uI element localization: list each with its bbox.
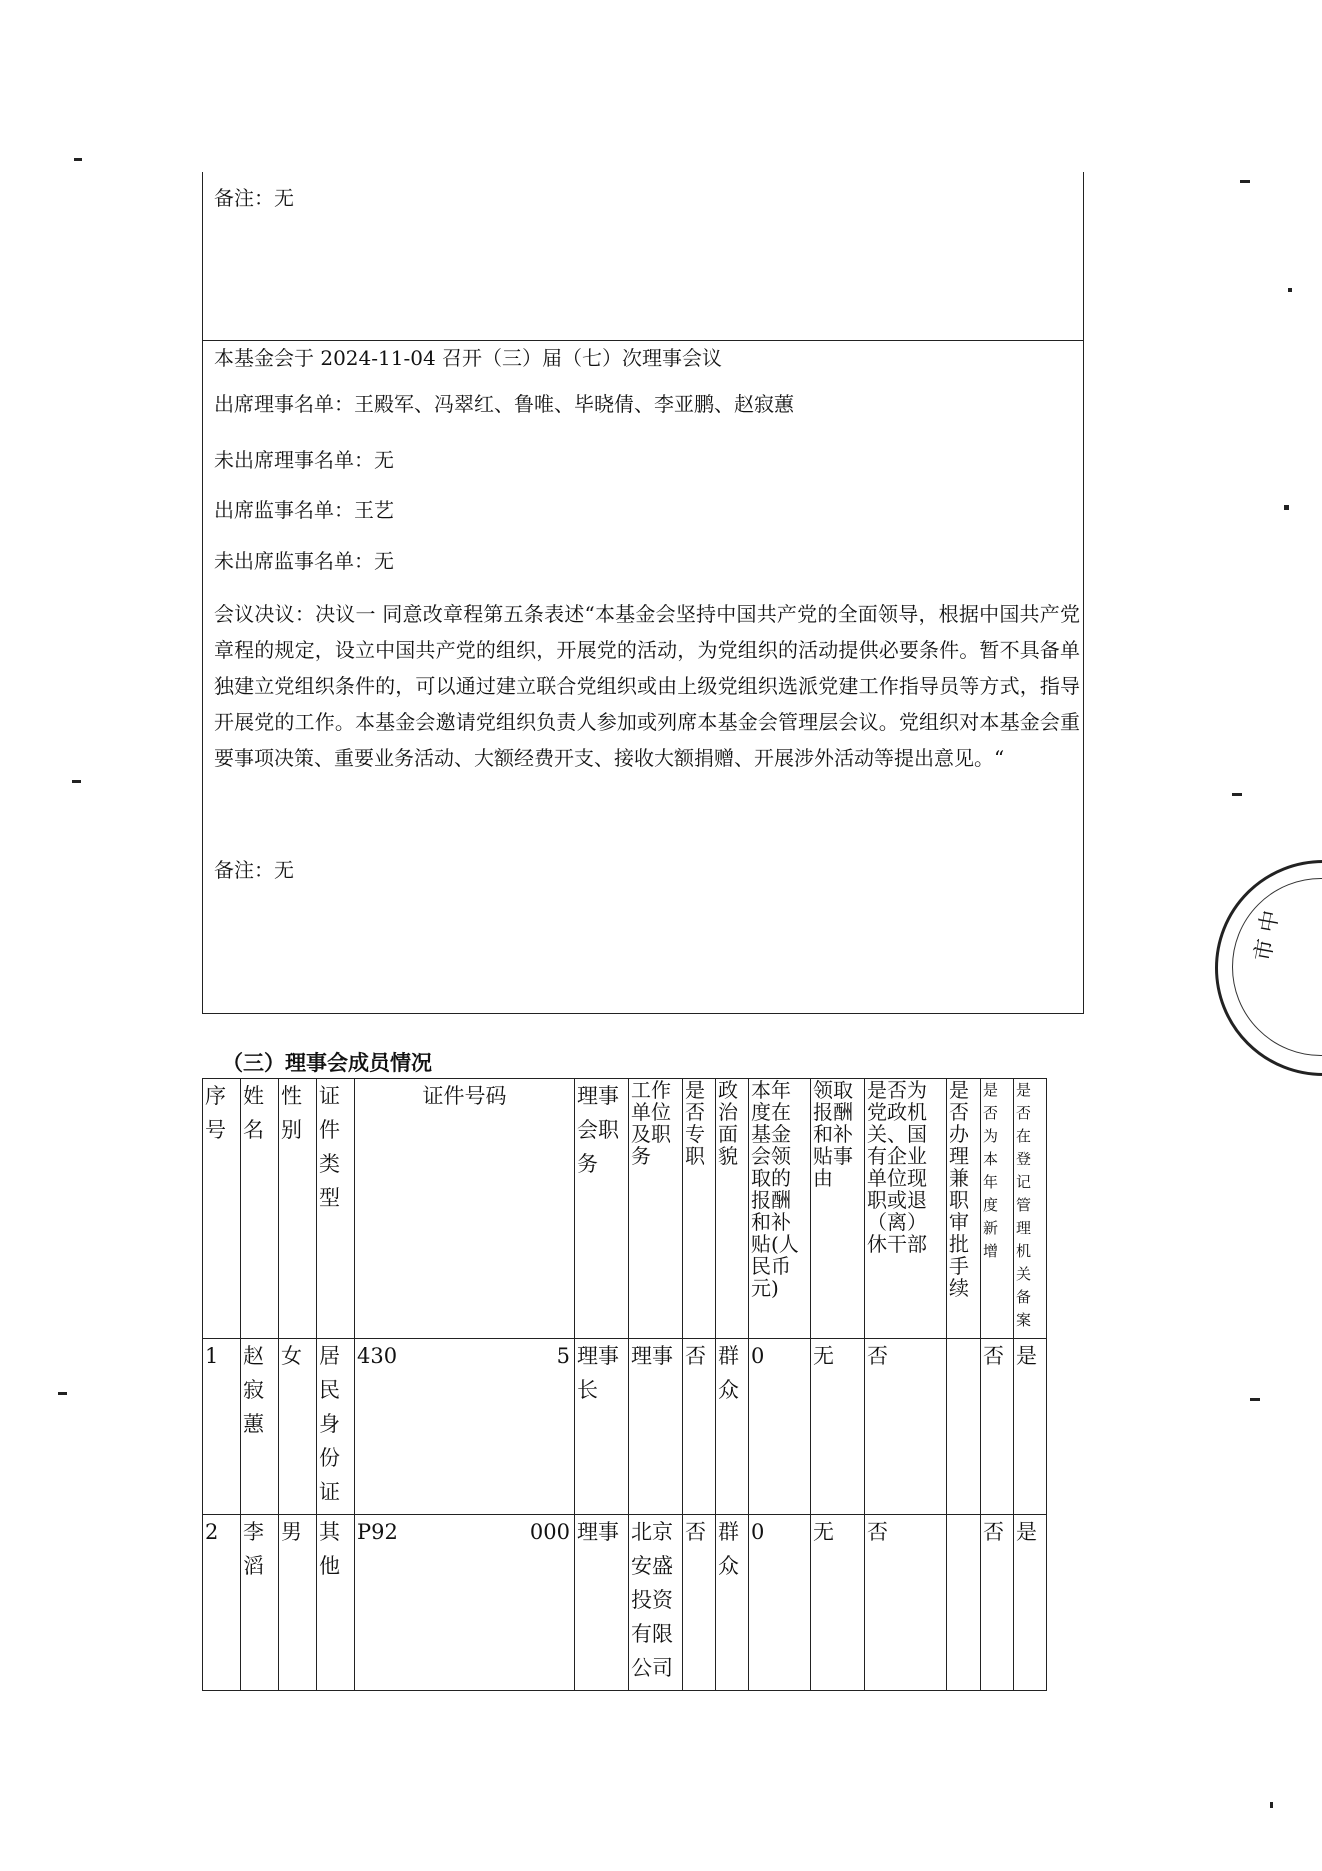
table-header-row [203,1079,1047,1339]
cell-id-type: 其他 [317,1515,355,1691]
meeting-title: 本基金会于 2024-11-04 召开（三）届（七）次理事会议 [214,346,723,370]
header-cell: 序号 [203,1079,241,1339]
cell-pay-reason: 无 [811,1515,865,1691]
scan-speck [1270,1802,1273,1808]
header-cell: 性别 [279,1079,317,1339]
cell-pay: 0 [749,1339,811,1515]
id-number-visible-left: P92 [357,1520,398,1544]
scan-speck [1232,793,1242,796]
attending-supervisors: 出席监事名单：王艺 [214,498,394,522]
cell-pay: 0 [749,1515,811,1691]
cell-gender: 女 [279,1339,317,1515]
header-cell: 证件类型 [317,1079,355,1339]
section-heading: （三）理事会成员情况 [222,1051,432,1075]
header-cell: 工作单位及职务 [629,1079,683,1339]
table-row [203,1339,1047,1515]
header-cell: 姓名 [241,1079,279,1339]
header-cell: 是否办理兼职审批手续 [947,1079,981,1339]
cell-new: 否 [981,1339,1014,1515]
id-number-visible-right: 000 [529,1520,570,1544]
cell-fulltime: 否 [683,1515,716,1691]
cell-work: 北京安盛投资有限公司 [629,1515,683,1691]
official-seal-text: 市 中 [1250,908,1285,964]
cell-id-number [355,1515,575,1691]
cell-no: 2 [203,1515,241,1691]
header-cell: 是否专职 [683,1079,716,1339]
cell-political: 群众 [716,1339,749,1515]
cell-cadre: 否 [865,1515,947,1691]
meeting-resolution: 会议决议：决议一 同意改章程第五条表述“本基金会坚持中国共产党的全面领导，根据中国共产党章程的规定，设立中国共产党的组织，开展党的活动，为党组织的活动提供必要条件。暂不具备单独建立党组织条件的，可以通过建立联合党组织或由上级党组织选派党建工作指导员等方式，指导开展党的工作。本基金会邀请党组织负责人参加或列席本基金会管理层会议。党组织对本基金会重要事项决策、重要业务活动、大额经费开支、接收大额捐赠、开展涉外活动等提出意见。“ [214,602,1080,770]
remark-text-meeting: 备注：无 [214,858,294,882]
cell-id-type: 居民身份证 [317,1339,355,1515]
cell-work: 理事 [629,1339,683,1515]
members-table [202,1078,1047,1691]
cell-cadre: 否 [865,1339,947,1515]
attending-directors: 出席理事名单：王殿军、冯翠红、鲁唯、毕晓倩、李亚鹏、赵寂蕙 [214,392,794,416]
cell-no: 1 [203,1339,241,1515]
header-cell: 本年度在基金会领取的报酬和补贴(人民币元) [749,1079,811,1339]
id-number-visible-right: 5 [556,1344,570,1368]
absent-directors: 未出席理事名单：无 [214,448,394,472]
header-cell: 证件号码 [355,1079,575,1339]
header-cell: 是否在登记管理机关备案 [1014,1079,1047,1339]
cell-name: 赵寂蕙 [241,1339,279,1515]
cell-position: 理事 [575,1515,629,1691]
scan-speck [1250,1398,1260,1401]
cell-political: 群众 [716,1515,749,1691]
cell-fulltime: 否 [683,1339,716,1515]
table-row [203,1515,1047,1691]
cell-name: 李滔 [241,1515,279,1691]
scan-speck [74,158,82,161]
cell-pay-reason: 无 [811,1339,865,1515]
scan-speck [1284,505,1289,510]
absent-supervisors: 未出席监事名单：无 [214,549,394,573]
scan-speck [1240,180,1250,183]
cell-approval [947,1515,981,1691]
remark-box-top [202,172,1084,340]
remark-text-top: 备注：无 [214,186,294,210]
header-cell: 是否为党政机关、国有企业单位现职或退（离）休干部 [865,1079,947,1339]
cell-filed: 是 [1014,1339,1047,1515]
cell-gender: 男 [279,1515,317,1691]
scan-speck [58,1392,67,1395]
cell-new: 否 [981,1515,1014,1691]
cell-id-number [355,1339,575,1515]
cell-filed: 是 [1014,1515,1047,1691]
scan-speck [1288,288,1292,292]
cell-approval [947,1339,981,1515]
header-cell: 领取报酬和补贴事由 [811,1079,865,1339]
id-number-visible-left: 430 [357,1344,398,1368]
header-cell: 是否为本年度新增 [981,1079,1014,1339]
header-cell: 政治面貌 [716,1079,749,1339]
cell-position: 理事长 [575,1339,629,1515]
header-cell: 理事会职务 [575,1079,629,1339]
scan-speck [72,780,81,783]
